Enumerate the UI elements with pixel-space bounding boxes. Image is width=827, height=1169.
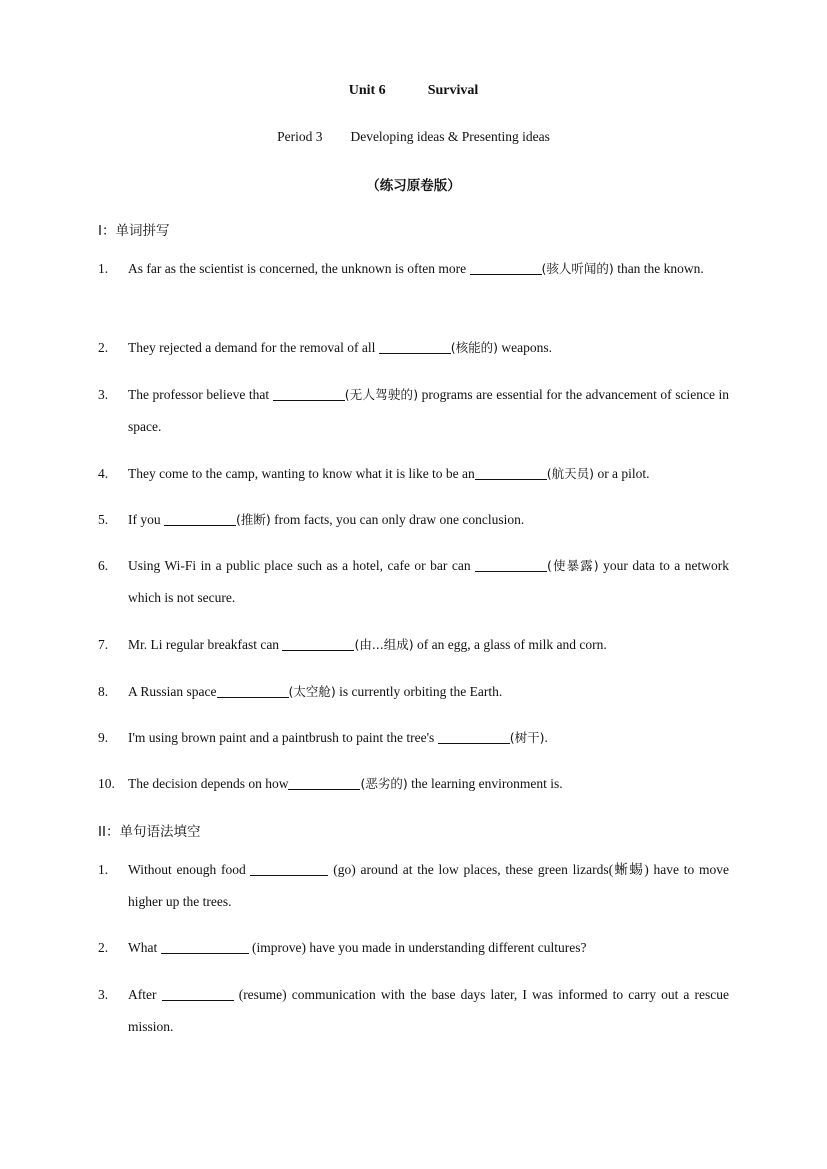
section-heading-grammar: II：单句语法填空: [98, 824, 201, 840]
list-item: 3. The professor believe that (无人驾驶的) programs are essential for the advancement of science in space.: [98, 387, 729, 434]
answer-blank[interactable]: [288, 775, 360, 790]
list-item: 1. Without enough food (go) around at the low places, these green lizards(蜥蜴) have to move higher up the trees.: [98, 862, 730, 909]
list-item: 2. What (improve) have you made in understanding different cultures?: [98, 940, 587, 955]
version-label: （练习原卷版）: [366, 178, 461, 194]
list-item: 4. They come to the camp, wanting to know what it is like to be an (航天员) or a pilot.: [98, 466, 650, 481]
answer-blank[interactable]: [273, 386, 345, 401]
list-item: 3. After (resume) communication with the base days later, I was informed to carry out a rescue mission.: [98, 987, 729, 1034]
answer-blank[interactable]: [475, 465, 547, 480]
period-name: Developing ideas & Presenting ideas: [350, 129, 550, 144]
list-item: 6. Using Wi-Fi in a public place such as a hotel, cafe or bar can (使暴露) your data to a network which is not secure.: [98, 558, 729, 605]
answer-blank[interactable]: [475, 557, 547, 572]
list-item: 8. A Russian space (太空舱) is currently orbiting the Earth.: [98, 684, 503, 699]
answer-blank[interactable]: [282, 636, 354, 651]
list-item: 10. The decision depends on how (恶劣的) the learning environment is.: [98, 776, 563, 791]
answer-blank[interactable]: [217, 683, 289, 698]
answer-blank[interactable]: [250, 861, 328, 876]
answer-blank[interactable]: [161, 939, 249, 954]
period-title: [0, 129, 827, 145]
unit-label: Unit 6: [348, 83, 386, 98]
list-item: 2. They rejected a demand for the removal of all (核能的) weapons.: [98, 340, 553, 355]
answer-blank[interactable]: [438, 729, 510, 744]
list-item: 5. If you (推断) from facts, you can only draw one conclusion.: [98, 512, 525, 527]
answer-blank[interactable]: [470, 260, 542, 275]
list-item: 1. As far as the scientist is concerned, the unknown is often more (骇人听闻的) than the known.: [98, 261, 704, 276]
answer-blank[interactable]: [164, 511, 236, 526]
answer-blank[interactable]: [162, 986, 234, 1001]
unit-name: Survival: [427, 83, 479, 98]
list-item: 7. Mr. Li regular breakfast can (由...组成) of an egg, a glass of milk and corn.: [98, 637, 607, 652]
section-heading-spelling: I：单词拼写: [98, 223, 170, 239]
period-label: Period 3: [277, 129, 323, 144]
unit-title: [0, 83, 827, 99]
list-item: 9. I'm using brown paint and a paintbrush to paint the tree's (树干).: [98, 730, 548, 745]
answer-blank[interactable]: [379, 339, 451, 354]
